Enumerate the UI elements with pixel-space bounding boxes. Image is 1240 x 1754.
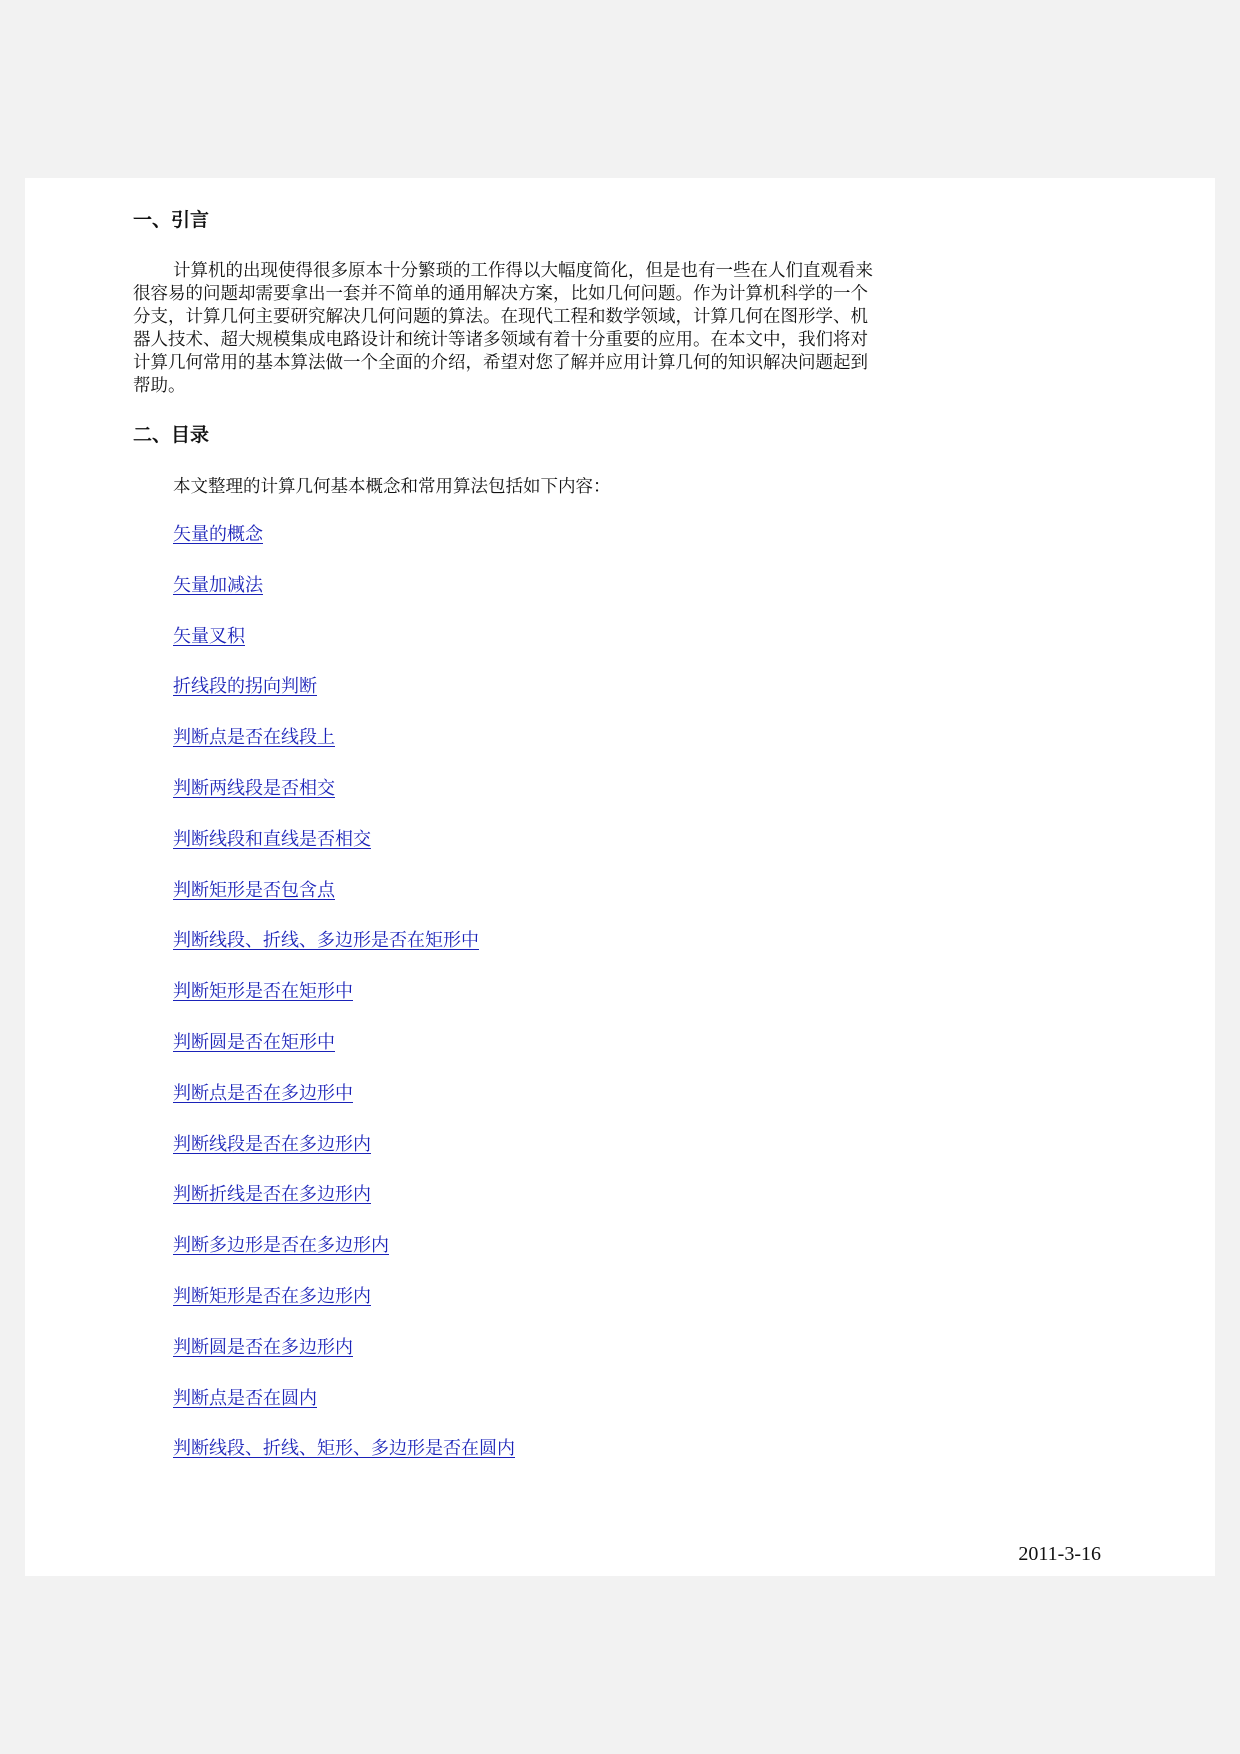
toc-link-vector-add-subtract[interactable]: 矢量加减法: [173, 574, 263, 596]
toc-item: [173, 777, 515, 828]
table-of-contents: [173, 523, 515, 1488]
toc-item: [173, 1133, 515, 1184]
toc-link-shapes-in-circle[interactable]: 判断线段、折线、矩形、多边形是否在圆内: [173, 1438, 515, 1460]
toc-item: [173, 929, 515, 980]
toc-item: [173, 726, 515, 777]
introduction-line: 分支，计算几何主要研究解决几何问题的算法。在现代工程和数学领域，计算几何在图形学、机: [133, 307, 868, 327]
introduction-line: 计算机的出现使得很多原本十分繁琐的工作得以大幅度简化，但是也有一些在人们直观看来: [173, 261, 873, 281]
toc-item: [173, 828, 515, 879]
toc-item: [173, 1285, 515, 1336]
toc-item: [173, 980, 515, 1031]
introduction-line: 器人技术、超大规模集成电路设计和统计等诸多领域有着十分重要的应用。在本文中，我们将对: [133, 330, 868, 350]
toc-item: [173, 625, 515, 676]
toc-item: [173, 879, 515, 930]
toc-item: [173, 1437, 515, 1488]
document-page: [25, 178, 1215, 1576]
toc-link-point-in-polygon[interactable]: 判断点是否在多边形中: [173, 1082, 353, 1104]
toc-link-segment-in-polygon[interactable]: 判断线段是否在多边形内: [173, 1133, 371, 1155]
page-date: 2011-3-16: [1018, 1543, 1101, 1565]
toc-link-vector-concept[interactable]: 矢量的概念: [173, 524, 263, 545]
toc-link-circle-in-rect[interactable]: 判断圆是否在矩形中: [173, 1031, 335, 1053]
section-heading-contents: 二、目录: [133, 424, 210, 446]
toc-link-point-on-segment[interactable]: 判断点是否在线段上: [173, 727, 335, 749]
toc-link-segments-intersect[interactable]: 判断两线段是否相交: [173, 777, 335, 799]
toc-item: [173, 1183, 515, 1234]
toc-item: [173, 1234, 515, 1285]
toc-item: [173, 1031, 515, 1082]
toc-link-circle-in-polygon[interactable]: 判断圆是否在多边形内: [173, 1336, 353, 1358]
toc-link-vector-cross-product[interactable]: 矢量叉积: [173, 625, 245, 647]
toc-link-rect-contains-point[interactable]: 判断矩形是否包含点: [173, 879, 335, 901]
toc-item: [173, 1336, 515, 1387]
section-heading-introduction: 一、引言: [133, 209, 210, 231]
toc-link-rect-in-polygon[interactable]: 判断矩形是否在多边形内: [173, 1285, 371, 1307]
toc-link-point-in-circle[interactable]: 判断点是否在圆内: [173, 1387, 317, 1409]
toc-item: [173, 1082, 515, 1133]
introduction-line: 很容易的问题却需要拿出一套并不简单的通用解决方案，比如几何问题。作为计算机科学的一个: [133, 284, 868, 304]
toc-link-rect-in-rect[interactable]: 判断矩形是否在矩形中: [173, 981, 353, 1003]
contents-intro-text: 本文整理的计算几何基本概念和常用算法包括如下内容：: [173, 477, 611, 497]
introduction-paragraph: [133, 260, 973, 398]
toc-link-polygon-in-polygon[interactable]: 判断多边形是否在多边形内: [173, 1235, 389, 1257]
introduction-line: 帮助。: [133, 376, 186, 396]
toc-link-shapes-in-rect[interactable]: 判断线段、折线、多边形是否在矩形中: [173, 930, 479, 952]
toc-link-polyline-turn[interactable]: 折线段的拐向判断: [173, 676, 317, 698]
toc-link-segment-line-intersect[interactable]: 判断线段和直线是否相交: [173, 828, 371, 850]
toc-item: [173, 523, 515, 574]
toc-item: [173, 1387, 515, 1438]
toc-item: [173, 574, 515, 625]
toc-item: [173, 675, 515, 726]
introduction-line: 计算几何常用的基本算法做一个全面的介绍，希望对您了解并应用计算几何的知识解决问题起到: [133, 353, 868, 373]
toc-link-polyline-in-polygon[interactable]: 判断折线是否在多边形内: [173, 1184, 371, 1206]
